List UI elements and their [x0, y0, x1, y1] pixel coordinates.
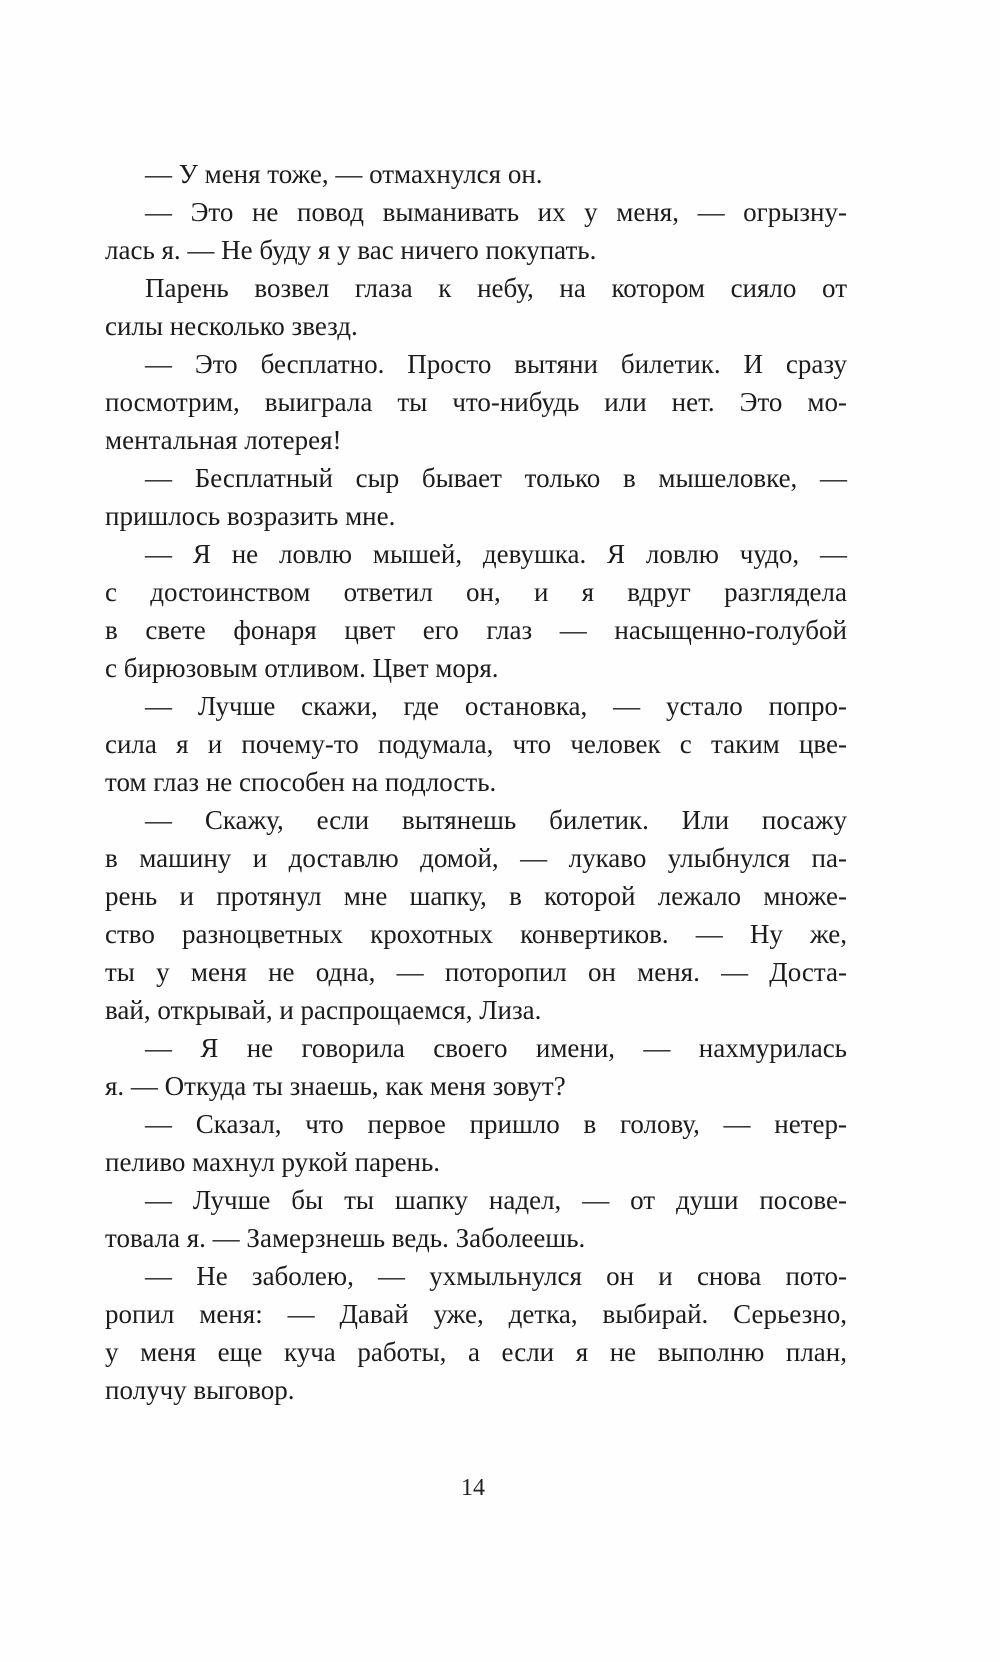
text-line: ментальная лотерея!: [105, 425, 342, 455]
text-line: лась я. — Не буду я у вас ничего покупать.: [105, 235, 597, 265]
text-line: ство разноцветных крохотных конвертиков. — Ну же,: [105, 919, 847, 949]
text-line: у меня еще куча работы, а если я не выполню план,: [105, 1337, 847, 1367]
text-line: с достоинством ответил он, и я вдруг разглядела: [105, 577, 847, 607]
text-line: вай, открывай, и распрощаемся, Лиза.: [105, 995, 542, 1025]
text-line: с бирюзовым отливом. Цвет моря.: [105, 653, 499, 683]
text-line: я. — Откуда ты знаешь, как меня зовут?: [105, 1071, 566, 1101]
text-line: рень и протянул мне шапку, в которой лежало множе-: [105, 881, 847, 911]
text-line: — Сказал, что первое пришло в голову, — нетер-: [145, 1109, 847, 1139]
text-line: — Это не повод выманивать их у меня, — огрызну-: [145, 197, 847, 227]
text-line: в машину и доставлю домой, — лукаво улыбнулся па-: [105, 843, 847, 873]
text-line: получу выговор.: [105, 1375, 295, 1405]
text-line: — Я не говорила своего имени, — нахмурилась: [145, 1033, 847, 1063]
text-line: сила я и почему-то подумала, что человек с таким цве-: [105, 729, 847, 759]
text-line: — Не заболею, — ухмыльнулся он и снова пото-: [145, 1261, 847, 1291]
text-line: — Бесплатный сыр бывает только в мышеловке, —: [145, 463, 847, 493]
text-line: пеливо махнул рукой парень.: [105, 1147, 441, 1177]
text-line: — У меня тоже, — отмахнулся он.: [145, 159, 543, 189]
text-line: — Скажу, если вытянешь билетик. Или посажу: [145, 805, 847, 835]
text-line: товала я. — Замерзнешь ведь. Заболеешь.: [105, 1223, 586, 1253]
text-line: — Лучше скажи, где остановка, — устало попро-: [145, 691, 847, 721]
text-line: — Это бесплатно. Просто вытяни билетик. И сразу: [145, 349, 847, 379]
body-text: [105, 155, 847, 1409]
text-line: том глаз не способен на подлость.: [105, 767, 497, 797]
text-line: пришлось возразить мне.: [105, 501, 396, 531]
text-line: Парень возвел глаза к небу, на котором сияло от: [145, 273, 847, 303]
text-line: — Я не ловлю мышей, девушка. Я ловлю чудо, —: [145, 539, 847, 569]
text-line: в свете фонаря цвет его глаз — насыщенно-голубой: [105, 615, 847, 645]
text-line: — Лучше бы ты шапку надел, — от души посове-: [145, 1185, 847, 1215]
text-line: силы несколько звезд.: [105, 311, 358, 341]
text-line: посмотрим, выиграла ты что-нибудь или нет. Это мо-: [105, 387, 847, 417]
page-number: 14: [461, 1475, 485, 1501]
text-line: ты у меня не одна, — поторопил он меня. — Доста-: [105, 957, 847, 987]
text-line: ропил меня: — Давай уже, детка, выбирай. Серьезно,: [105, 1299, 847, 1329]
